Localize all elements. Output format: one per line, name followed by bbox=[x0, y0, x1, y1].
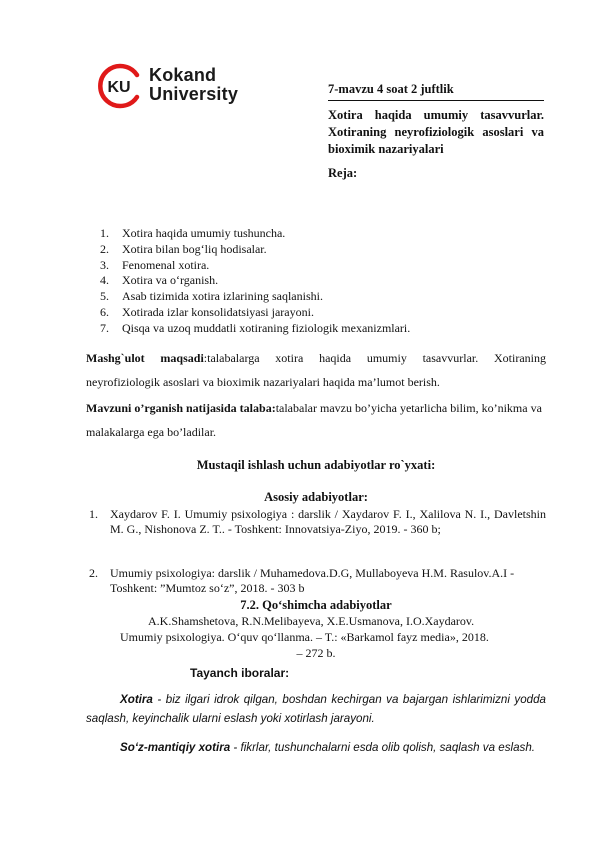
extra-literature-heading: 7.2. Qo‘shimcha adabiyotlar bbox=[240, 598, 392, 612]
outcome-label: Mavzuni o’rganish natijasida talaba: bbox=[86, 401, 276, 415]
plan-item: 3. Fenomenal xotira. bbox=[100, 257, 210, 272]
learning-outcome bbox=[86, 396, 546, 444]
plan-item: 5. Asab tizimida xotira izlarining saqlanishi. bbox=[100, 289, 323, 304]
svg-text:KU: KU bbox=[107, 79, 131, 96]
aim-label: Mashg`ulot maqsadi bbox=[86, 351, 204, 365]
keyword-definition: So‘z-mantiqiy xotira - fikrlar, tushunchalarni esda olib qolish, saqlash va eslash. bbox=[120, 741, 535, 754]
plan-item: 4. Xotira va o‘rganish. bbox=[100, 273, 219, 288]
extra-reference-line: A.K.Shamshetova, R.N.Melibayeva, X.E.Usmanova, I.O.Xaydarov. bbox=[148, 614, 475, 628]
reference-number: 2. bbox=[89, 566, 98, 580]
plan-item: 1. Xotira haqida umumiy tushuncha. bbox=[100, 226, 286, 240]
reference-number: 1. bbox=[89, 507, 98, 521]
plan-list bbox=[100, 226, 410, 337]
logo-wordmark bbox=[149, 66, 238, 104]
logo-line-2: University bbox=[149, 84, 239, 104]
keyword-term: Xotira bbox=[120, 693, 153, 706]
plan-label: Reja: bbox=[328, 166, 358, 180]
aim-text: :talabalarga xotira haqida umumiy tasavvurlar. Xotiraning neyrofiziologik asoslari va bioximik nazariyalari haqida ma’lumot berish. bbox=[86, 351, 546, 389]
extra-reference-line: Umumiy psixologiya. O‘quv qo‘llanma. – T.: «Barkamol fayz media», 2018. bbox=[120, 630, 489, 644]
university-logo bbox=[97, 62, 247, 112]
topic-title: Xotira haqida umumiy tasavvurlar. Xotiraning neyrofiziologik asoslari va bioximik nazariyalari bbox=[328, 108, 544, 156]
outcome-text: talabalar mavzu bo’yicha yetarlicha bilim, ko’nikma va malakalarga ega bo’ladilar. bbox=[86, 401, 542, 439]
keyword-definition: Xotira - biz ilgari idrok qilgan, boshdan kechirgan va bajargan ishlarimizni yodda saqlash, keyinchalik ularni eslash yoki xotirlash jarayoni. bbox=[86, 693, 546, 725]
reference-item: 1. Xaydarov F. I. Umumiy psixologiya : darslik / Xaydarov F. I., Xalilova N. I., Davletshin M. G., Nishonova Z. T.. - Toshkent: Innovatsiya-Ziyo, 2019. - 360 b; bbox=[89, 507, 546, 536]
plan-item: 7. Qisqa va uzoq muddatli xotiraning fiziologik mexanizmlari. bbox=[100, 320, 411, 335]
main-literature-heading: Asosiy adabiyotlar: bbox=[264, 490, 368, 504]
literature-heading: Mustaqil ishlash uchun adabiyotlar ro`yxati: bbox=[196, 458, 436, 472]
plan-item: 6. Xotirada izlar konsolidatsiyasi jarayoni. bbox=[100, 304, 314, 319]
lesson-aim bbox=[86, 346, 546, 394]
reference-item: 2. Umumiy psixologiya: darslik / Muhamedova.D.G, Mullaboyeva H.M. Rasulov.A.I - Toshkent: ”Mumtoz so‘z”, 2018. - 303 b bbox=[89, 566, 515, 595]
logo-line-1: Kokand bbox=[149, 65, 217, 85]
plan-item: 2. Xotira bilan bog‘liq hodisalar. bbox=[100, 241, 267, 256]
ku-logo-icon bbox=[97, 63, 143, 109]
keyword-term: So‘z-mantiqiy xotira bbox=[120, 741, 231, 754]
extra-reference-line: – 272 b. bbox=[296, 646, 336, 660]
topic-line: 7-mavzu 4 soat 2 juftlik bbox=[328, 82, 544, 101]
keywords-heading: Tayanch iboralar: bbox=[190, 666, 290, 680]
